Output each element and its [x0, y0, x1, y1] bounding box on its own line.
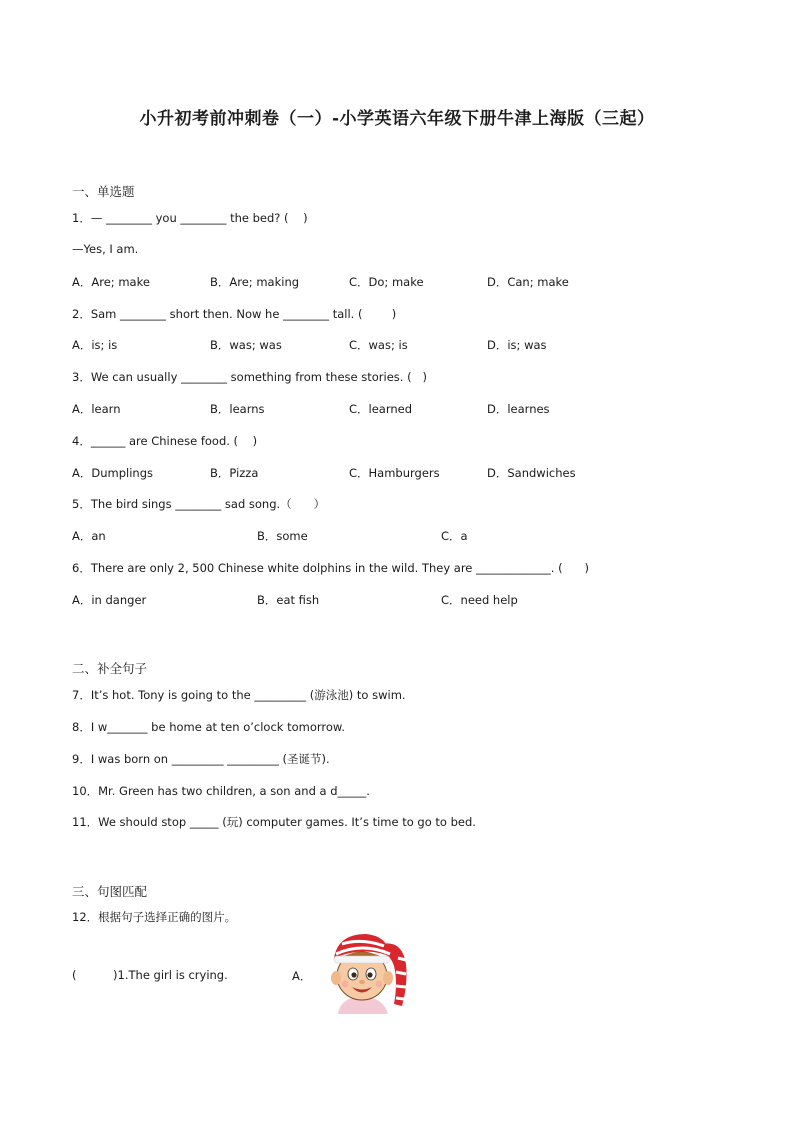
page-title: 小升初考前冲刺卷（一）-小学英语六年级下册牛津上海版（三起）: [139, 109, 655, 129]
question-2-option-b: B．was; was: [210, 338, 282, 352]
question-6-option-c: C．need help: [441, 593, 518, 607]
question-1-option-a: A．Are; make: [72, 275, 150, 289]
question-5-option-a: A．an: [72, 529, 106, 543]
question-7: 7．It’s hot. Tony is going to the _________ (游泳池) to swim.: [72, 688, 406, 702]
cartoon-child-picture: [318, 932, 410, 1014]
section-heading-sentence-picture-match: 三、句图匹配: [72, 884, 148, 899]
question-1-stem: 1．— ________ you ________ the bed? ( ): [72, 211, 308, 225]
question-3-option-d: D．learnes: [487, 402, 550, 416]
question-6-option-a: A．in danger: [72, 593, 147, 607]
question-4-option-b: B．Pizza: [210, 466, 259, 480]
question-4-option-d: D．Sandwiches: [487, 466, 576, 480]
question-3-stem: 3．We can usually ________ something from these stories. ( ): [72, 370, 428, 384]
question-4-stem: 4．______ are Chinese food. ( ): [72, 434, 258, 448]
question-6-option-b: B．eat fish: [257, 593, 320, 607]
question-1-reply: —Yes, I am.: [72, 242, 139, 256]
question-4-option-c: C．Hamburgers: [349, 466, 440, 480]
question-5-stem: 5．The bird sings ________ sad song.（ ）: [72, 497, 326, 511]
question-4-option-a: A．Dumplings: [72, 466, 153, 480]
question-12-option-a: A．: [292, 969, 312, 983]
question-2-stem: 2．Sam ________ short then. Now he ________ tall. ( ): [72, 307, 397, 321]
question-6-stem: 6．There are only 2, 500 Chinese white dolphins in the wild. They are _____________. ( ): [72, 561, 590, 575]
question-1-option-c: C．Do; make: [349, 275, 424, 289]
question-5-option-c: C．a: [441, 529, 468, 543]
question-12-stem: 12．根据句子选择正确的图片。: [72, 910, 237, 924]
section-heading-single-choice: 一、单选题: [72, 184, 135, 199]
question-2-option-d: D．is; was: [487, 338, 547, 352]
question-1-option-b: B．Are; making: [210, 275, 300, 289]
question-1-option-d: D．Can; make: [487, 275, 569, 289]
question-3-option-a: A．learn: [72, 402, 121, 416]
question-12-item-1: ( )1.The girl is crying.: [72, 968, 228, 982]
question-5-option-b: B．some: [257, 529, 308, 543]
question-3-option-b: B．learns: [210, 402, 265, 416]
question-8: 8．I w_______ be home at ten o’clock tomorrow.: [72, 720, 345, 734]
question-2-option-c: C．was; is: [349, 338, 408, 352]
question-11: 11．We should stop _____ (玩) computer games. It’s time to go to bed.: [72, 815, 476, 829]
question-10: 10．Mr. Green has two children, a son and a d_____.: [72, 784, 370, 798]
section-heading-complete-sentences: 二、补全句子: [72, 661, 148, 676]
question-2-option-a: A．is; is: [72, 338, 118, 352]
question-9: 9．I was born on _________ _________ (圣诞节).: [72, 752, 330, 766]
question-3-option-c: C．learned: [349, 402, 413, 416]
